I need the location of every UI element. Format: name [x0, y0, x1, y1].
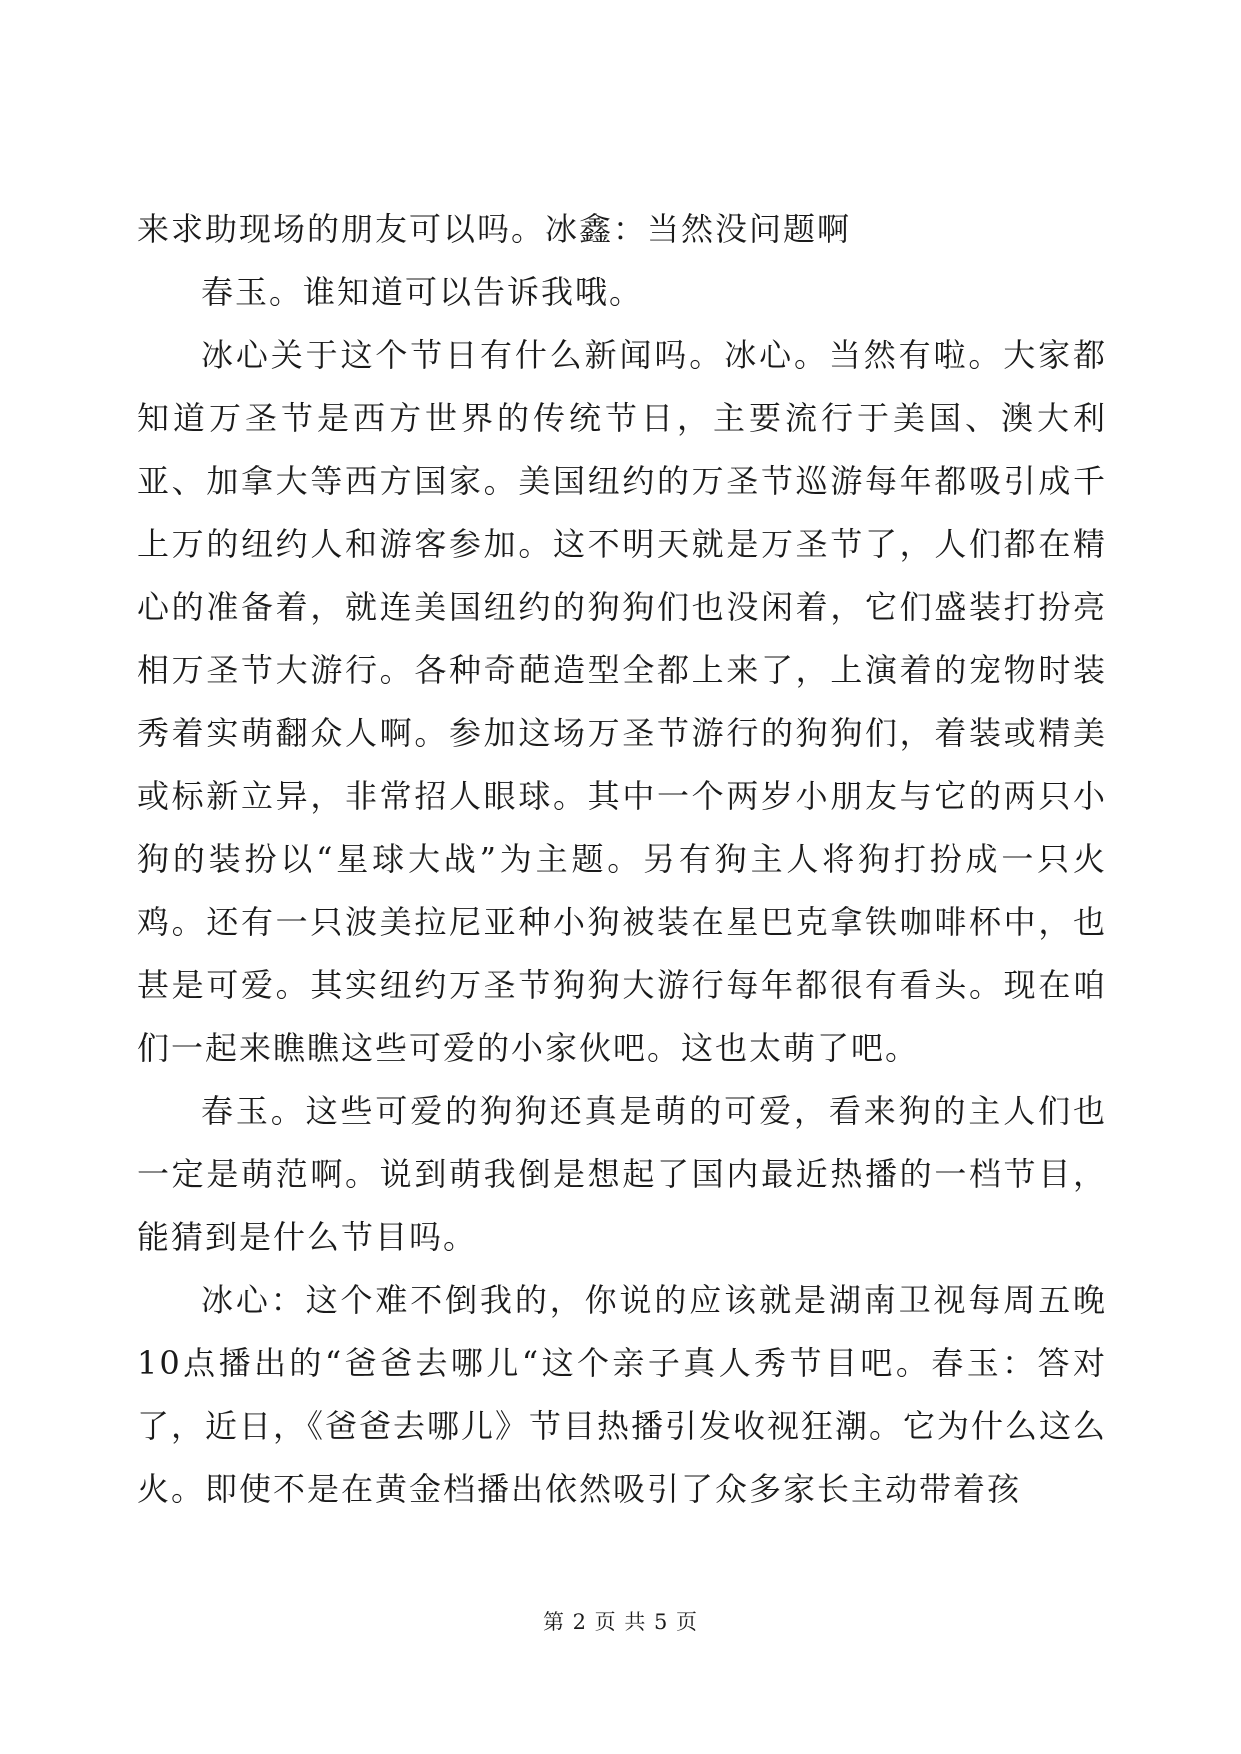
paragraph-2: 春玉。谁知道可以告诉我哦。	[201, 273, 644, 311]
paragraph-1: 来求助现场的朋友可以吗。冰鑫：当然没问题啊	[137, 210, 852, 248]
paragraph-5: 冰心：这个难不倒我的，你说的应该就是湖南卫视每周五晚10点播出的“爸爸去哪儿“这个亲子真人秀节目吧。春玉：答对了，近日，《爸爸去哪儿》节目热播引发收视狂潮。它为什么这么火。即使不是在黄金档播出依然吸引了众多家长主动带着孩	[137, 1281, 1108, 1508]
document-body	[137, 198, 1107, 1521]
paragraph-3: 冰心关于这个节日有什么新闻吗。冰心。当然有啦。大家都知道万圣节是西方世界的传统节日，主要流行于美国、澳大利亚、加拿大等西方国家。美国纽约的万圣节巡游每年都吸引成千上万的纽约人和游客参加。这不明天就是万圣节了，人们都在精心的准备着，就连美国纽约的狗狗们也没闲着，它们盛装打扮亮相万圣节大游行。各种奇葩造型全都上来了，上演着的宠物时装秀着实萌翻众人啊。参加这场万圣节游行的狗狗们，着装或精美或标新立异，非常招人眼球。其中一个两岁小朋友与它的两只小狗的装扮以“星球大战”为主题。另有狗主人将狗打扮成一只火鸡。还有一只波美拉尼亚种小狗被装在星巴克拿铁咖啡杯中，也甚是可爱。其实纽约万圣节狗狗大游行每年都很有看头。现在咱们一起来瞧瞧这些可爱的小家伙吧。这也太萌了吧。	[137, 336, 1107, 1067]
paragraph-4: 春玉。这些可爱的狗狗还真是萌的可爱，看来狗的主人们也一定是萌范啊。说到萌我倒是想起了国内最近热播的一档节目，能猜到是什么节目吗。	[137, 1092, 1107, 1256]
page-footer: 第 2 页 共 5 页	[542, 1610, 699, 1634]
